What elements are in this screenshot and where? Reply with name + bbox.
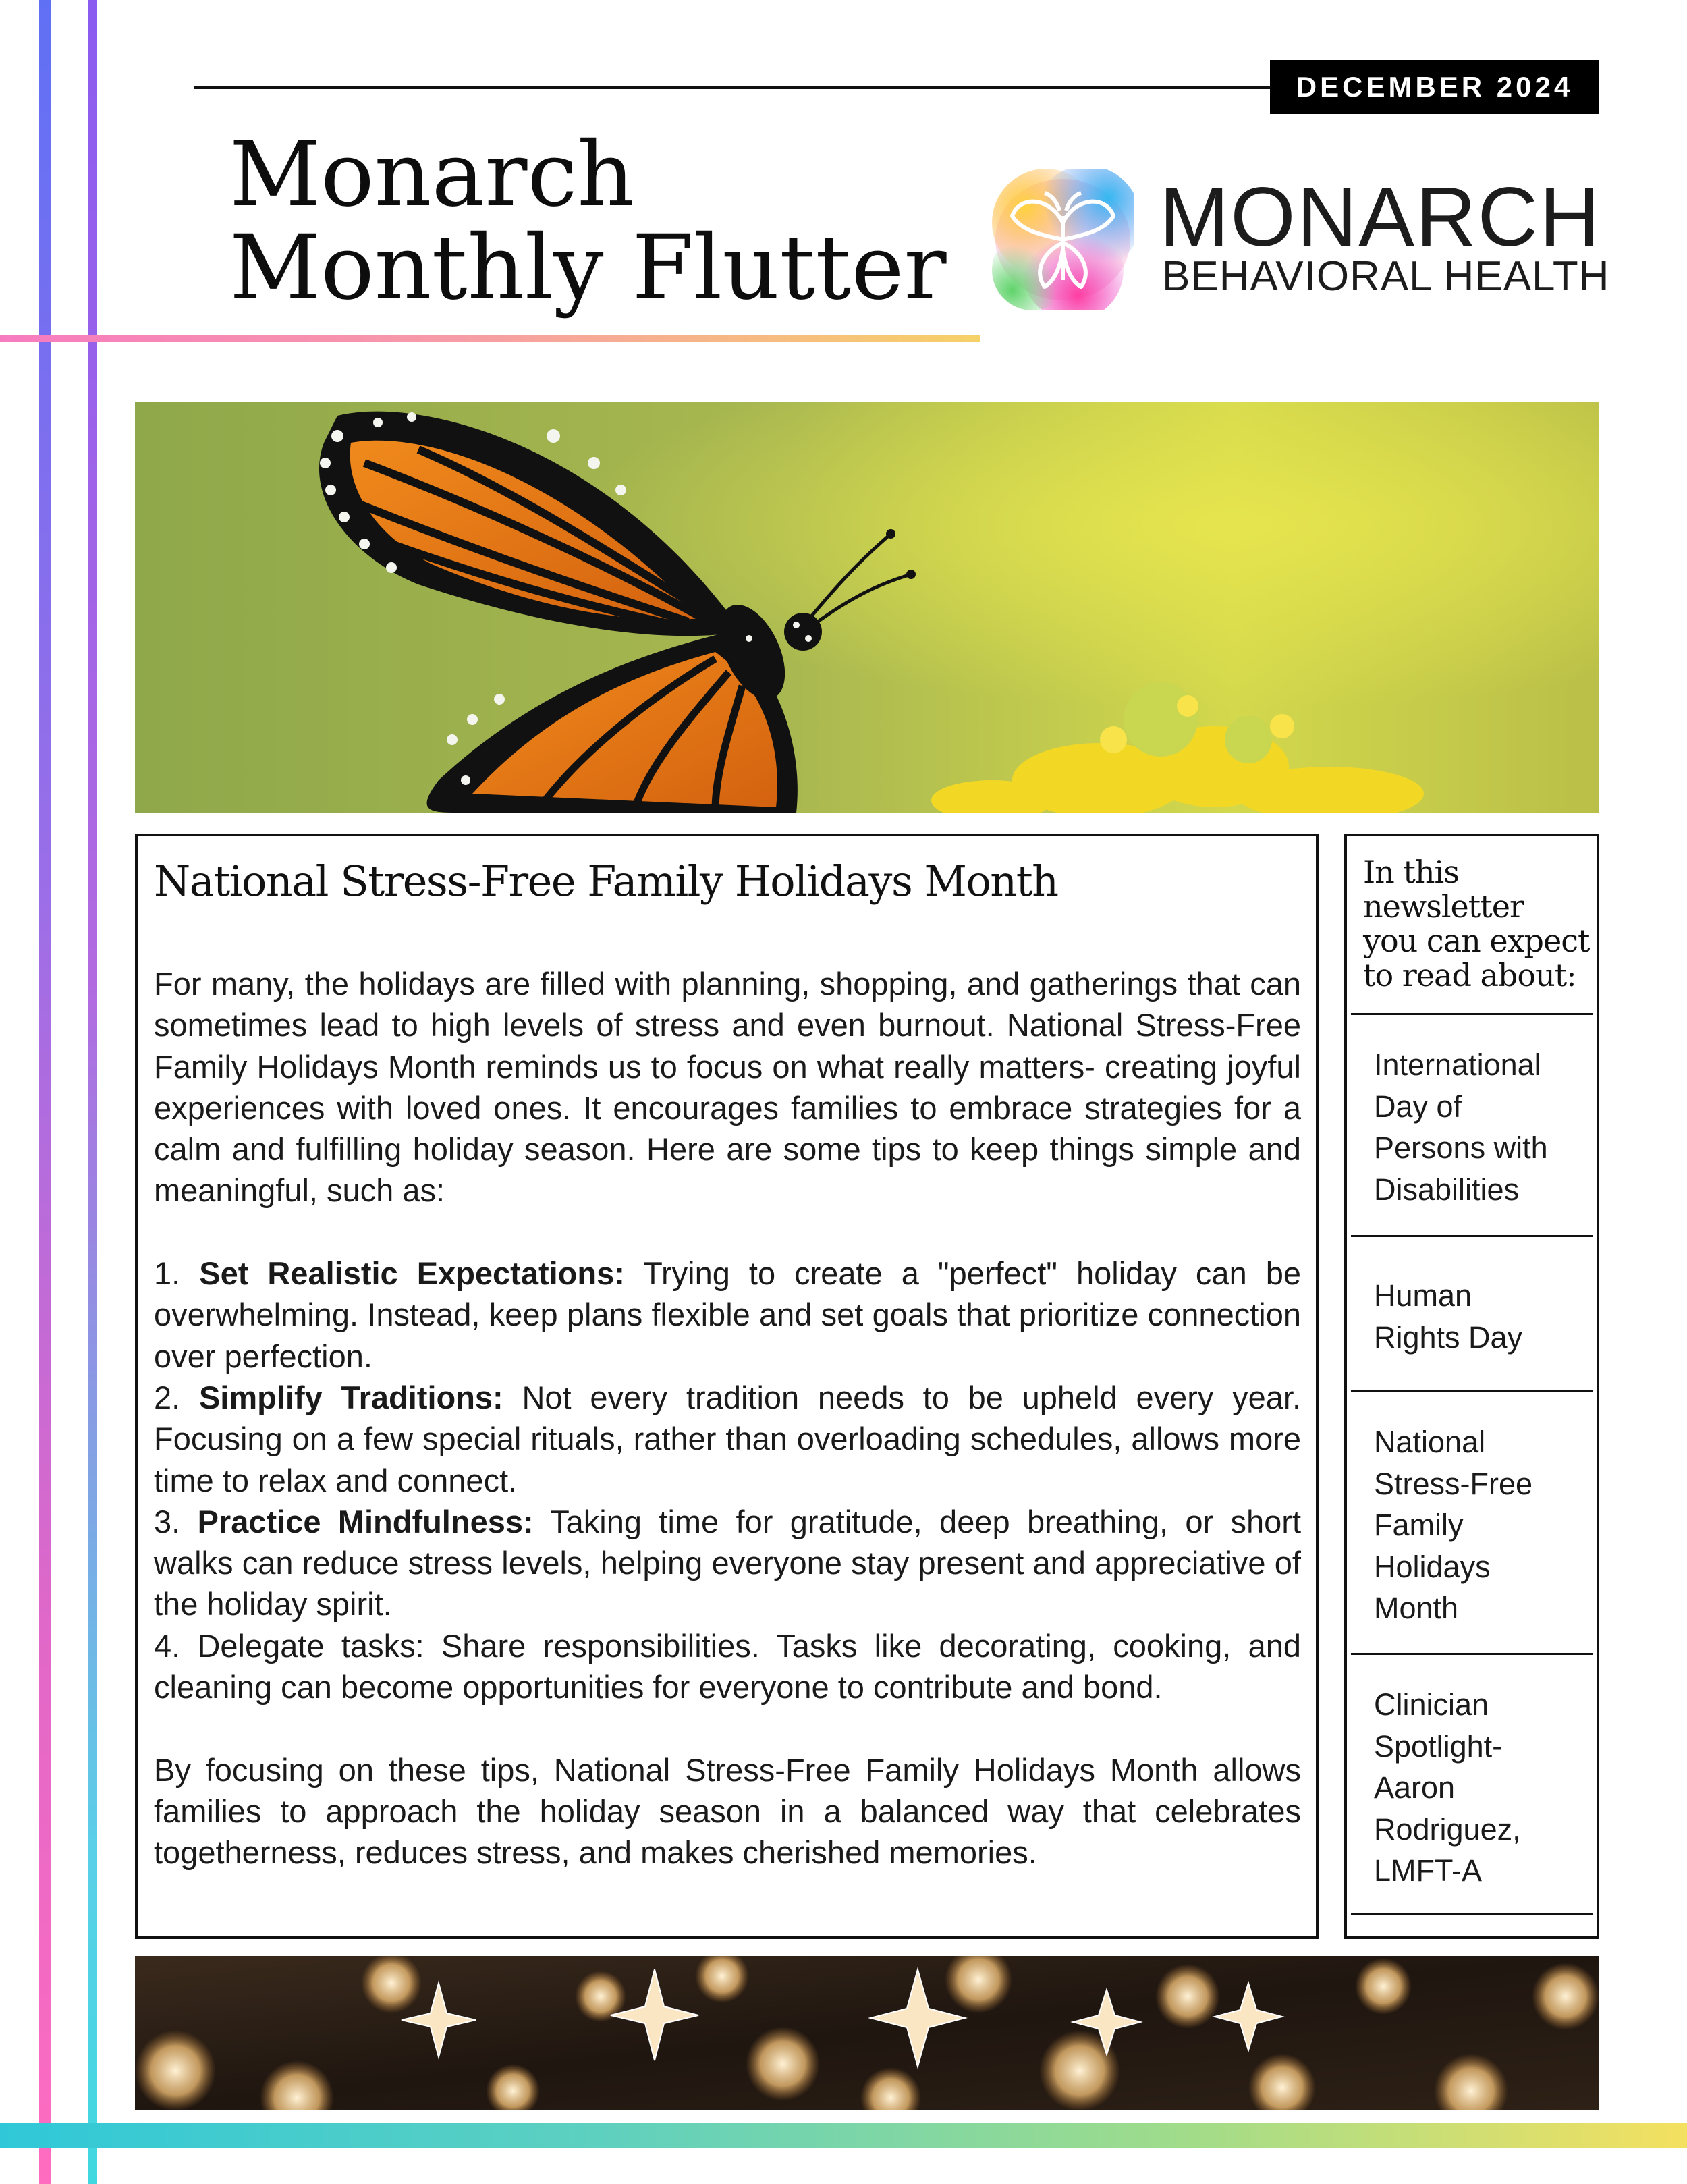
sidebar-divider: [1351, 1913, 1593, 1915]
date-badge: DECEMBER 2024: [1270, 60, 1599, 114]
tip-label: Practice Mindfulness:: [197, 1503, 534, 1539]
article-title: National Stress-Free Family Holidays Month: [154, 856, 1058, 906]
monarch-logo: [992, 169, 1610, 310]
header-rule: [194, 86, 1274, 89]
sidebar-item-clinician-spotlight: Clinician Spotlight- Aaron Rodriguez, LMFT-A: [1374, 1687, 1521, 1888]
left-gradient-stripe-inner: [88, 0, 97, 2184]
title-line: Monthly Flutter: [229, 216, 947, 320]
sidebar-divider: [1351, 1235, 1593, 1237]
article-body: [154, 963, 1301, 1874]
tip-item: 3. Practice Mindfulness: Taking time for gratitude, deep breathing, or short walks can reduce stress levels, helping everyone stay present and appreciative of the holiday spirit.: [154, 1503, 1301, 1622]
sidebar-item-persons-with-disabilities: International Day of Persons with Disabilities: [1374, 1047, 1548, 1207]
sidebar-item-human-rights-day: Human Rights Day: [1374, 1278, 1523, 1355]
butterfly-logo-icon: [992, 169, 1134, 310]
logo-subtitle: BEHAVIORAL HEALTH: [1162, 253, 1610, 300]
article-closing: By focusing on these tips, National Stress-Free Family Holidays Month allows families to approach the holiday season in a balanced way that celebrates togetherness, reduces stress, and makes cherished memories.: [154, 1751, 1301, 1871]
sidebar-divider: [1351, 1390, 1593, 1392]
sidebar-item-stress-free-holidays: National Stress-Free Family Holidays Month: [1374, 1425, 1533, 1625]
title-line: Monarch: [229, 123, 635, 227]
butterfly-photo: [135, 402, 1599, 813]
bottom-gradient-stripe: [0, 2123, 1687, 2148]
holiday-lights-image: [135, 1956, 1599, 2110]
article-intro: For many, the holidays are filled with planning, shopping, and gatherings that can sometimes lead to high levels of stress and even burnout. National Stress-Free Family Holidays Month reminds us to focus on what really matters- creating joyful experiences with loved ones. It encourages families to embrace strategies for a calm and fulfilling holiday season. Here are some tips to keep things simple and meaningful, such as:: [154, 966, 1301, 1209]
sidebar-heading: In this newsletter you can expect to read about:: [1363, 854, 1590, 993]
tip-item: 1. Set Realistic Expectations: Trying to create a "perfect" holiday can be overwhelming. Instead, keep plans flexible and set goals that prioritize connection over perfection.: [154, 1255, 1301, 1374]
article-box: [135, 834, 1319, 1939]
title-underline: [0, 335, 980, 342]
bokeh-lights-photo: [135, 1956, 1599, 2110]
newsletter-title: [229, 123, 972, 320]
hero-butterfly-image: [135, 402, 1599, 813]
tip-label: Simplify Traditions:: [198, 1379, 503, 1415]
contents-sidebar: [1344, 834, 1599, 1939]
tip-item: 4. Delegate tasks: Share responsibilities. Tasks like decorating, cooking, and cleaning can become opportunities for everyone to contribute and bond.: [154, 1627, 1301, 1705]
sidebar-divider: [1351, 1653, 1593, 1655]
left-gradient-stripe: [39, 0, 51, 2184]
tip-item: 2. Simplify Traditions: Not every tradition needs to be upheld every year. Focusing on a few special rituals, rather than overloading schedules, allows more time to relax and connect.: [154, 1379, 1302, 1498]
sidebar-divider: [1351, 1013, 1593, 1015]
tip-label: Set Realistic Expectations:: [199, 1255, 625, 1292]
logo-name: MONARCH: [1159, 171, 1601, 264]
